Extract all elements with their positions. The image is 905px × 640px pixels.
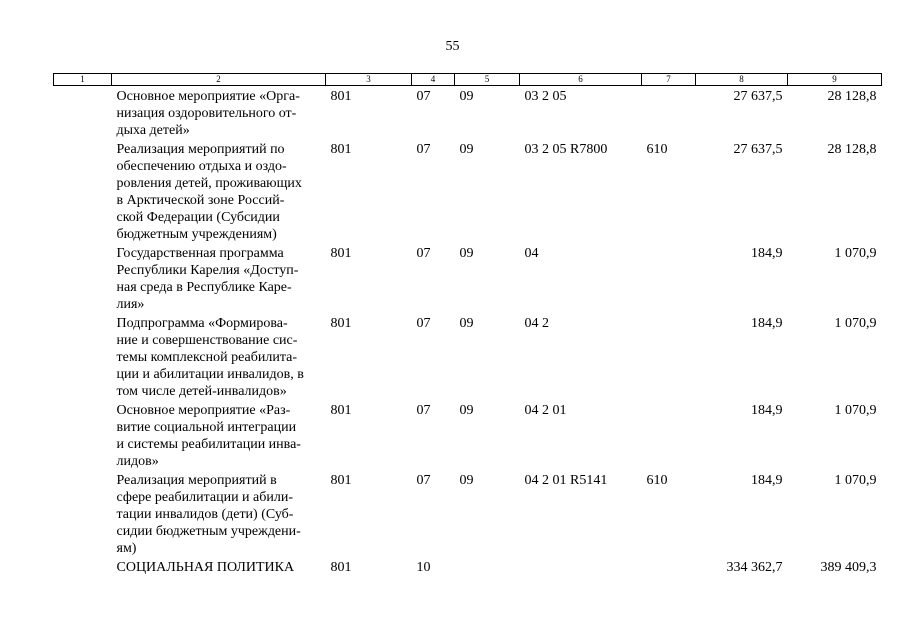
target-article-code: 04 2 (524, 316, 549, 331)
table-row (54, 402, 882, 472)
header-row (54, 74, 882, 86)
grbs-code: 801 (330, 316, 352, 331)
section-code: 07 (416, 246, 431, 261)
section-code: 07 (416, 473, 431, 488)
amount-year-2: 1 070,9 (834, 403, 877, 418)
expense-type-code: 610 (646, 142, 668, 157)
target-article-code: 03 2 05 (524, 89, 567, 104)
table-row (54, 245, 882, 315)
amount-year-1: 27 637,5 (733, 89, 783, 104)
item-name: Реализация мероприятий по обеспечению отдыха и оздо- ровления детей, проживающих в Арктической зоне Россий- ской Федерации (Субсидии бюджетным учреждениям) (116, 142, 302, 242)
amount-year-2: 1 070,9 (834, 316, 877, 331)
item-name: Основное мероприятие «Раз- витие социальной интеграции и системы реабилитации инва- лидов» (116, 403, 301, 469)
target-article-code (520, 559, 642, 578)
target-article-code: 04 2 01 (524, 403, 567, 418)
expense-type-code (642, 245, 696, 315)
expense-type-code: 610 (646, 473, 668, 488)
subsection-code: 09 (459, 403, 474, 418)
table-body (54, 86, 882, 579)
section-code: 07 (416, 89, 431, 104)
item-name: Подпрограмма «Формирова- ние и совершенствование сис- темы комплексной реабилита- ции и абилитации инвалидов, в том числе детей-инвалидов» (116, 316, 304, 399)
row-number (54, 472, 112, 559)
subsection-code: 09 (459, 473, 474, 488)
subsection-code (455, 559, 520, 578)
expense-type-code (642, 86, 696, 142)
row-number (54, 315, 112, 402)
grbs-code: 801 (330, 473, 352, 488)
section-code: 07 (416, 403, 431, 418)
item-name: СОЦИАЛЬНАЯ ПОЛИТИКА (116, 560, 295, 575)
grbs-code: 801 (330, 142, 352, 157)
column-number-6: 6 (520, 74, 642, 86)
amount-year-2: 1 070,9 (834, 246, 877, 261)
table-row (54, 472, 882, 559)
column-number-3: 3 (326, 74, 412, 86)
amount-year-1: 184,9 (751, 246, 783, 261)
grbs-code: 801 (330, 246, 352, 261)
grbs-code: 801 (330, 560, 352, 575)
row-number (54, 559, 112, 578)
table-row (54, 315, 882, 402)
section-code: 07 (416, 142, 431, 157)
row-number (54, 86, 112, 142)
column-number-2: 2 (112, 74, 326, 86)
column-number-9: 9 (788, 74, 882, 86)
item-name: Государственная программа Республики Карелия «Доступ- ная среда в Республике Каре- лия» (116, 246, 299, 312)
page-number: 55 (445, 39, 460, 54)
table-row (54, 86, 882, 142)
amount-year-2: 389 409,3 (820, 560, 877, 575)
target-article-code: 04 (524, 246, 539, 261)
amount-year-1: 27 637,5 (733, 142, 783, 157)
column-number-4: 4 (412, 74, 455, 86)
grbs-code: 801 (330, 89, 352, 104)
column-number-7: 7 (642, 74, 696, 86)
column-number-5: 5 (455, 74, 520, 86)
subsection-code: 09 (459, 316, 474, 331)
amount-year-1: 184,9 (751, 403, 783, 418)
table-header (54, 74, 882, 86)
expense-type-code (642, 559, 696, 578)
amount-year-2: 1 070,9 (834, 473, 877, 488)
row-number (54, 402, 112, 472)
amount-year-2: 28 128,8 (827, 89, 877, 104)
amount-year-2: 28 128,8 (827, 142, 877, 157)
expense-type-code (642, 402, 696, 472)
target-article-code: 03 2 05 R7800 (524, 142, 608, 157)
subsection-code: 09 (459, 246, 474, 261)
column-number-1: 1 (54, 74, 112, 86)
section-code: 10 (416, 560, 431, 575)
section-code: 07 (416, 316, 431, 331)
row-number (54, 245, 112, 315)
amount-year-1: 184,9 (751, 473, 783, 488)
subsection-code: 09 (459, 89, 474, 104)
column-number-8: 8 (696, 74, 788, 86)
target-article-code: 04 2 01 R5141 (524, 473, 608, 488)
table-row (54, 559, 882, 578)
row-number (54, 141, 112, 245)
expense-type-code (642, 315, 696, 402)
item-name: Реализация мероприятий в сфере реабилитации и абили- тации инвалидов (дети) (Суб- сидии бюджетным учреждени- ям) (116, 473, 301, 556)
table-row (54, 141, 882, 245)
subsection-code: 09 (459, 142, 474, 157)
budget-table (53, 73, 882, 578)
amount-year-1: 184,9 (751, 316, 783, 331)
grbs-code: 801 (330, 403, 352, 418)
item-name: Основное мероприятие «Орга- низация оздоровительного от- дыха детей» (116, 89, 300, 138)
amount-year-1: 334 362,7 (726, 560, 783, 575)
